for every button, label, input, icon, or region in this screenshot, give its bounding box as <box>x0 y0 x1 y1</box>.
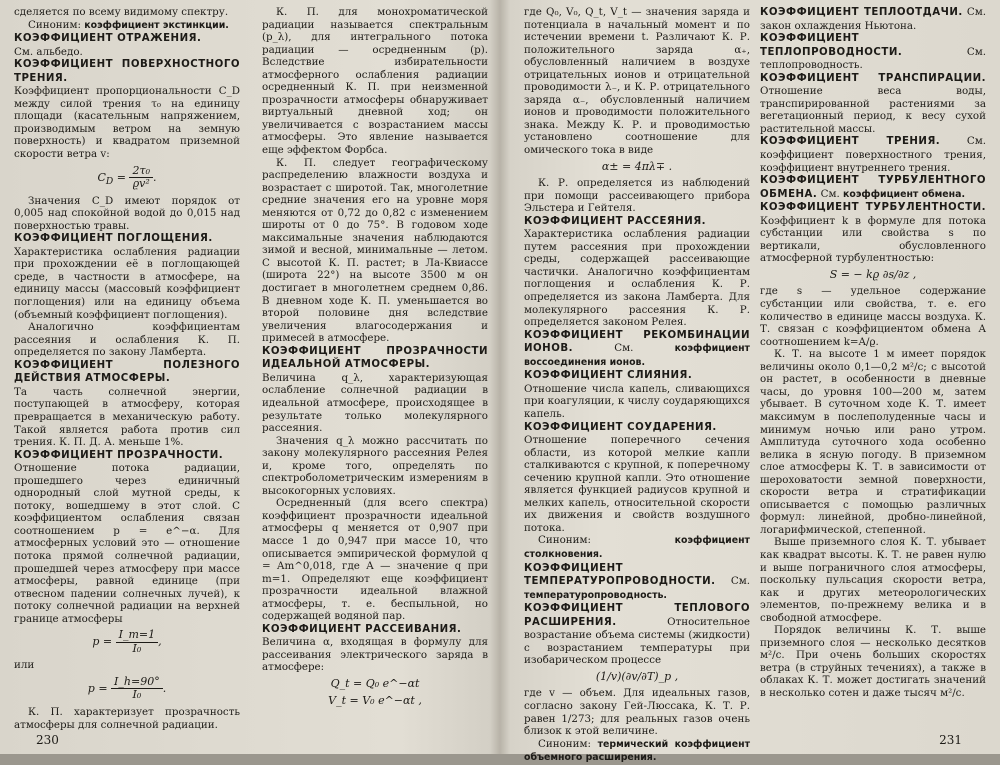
headword: КОЭФФИЦИЕНТ РАССЕИВАНИЯ. <box>262 623 462 635</box>
formula-charge-decay: Q_t = Q₀ e^−αt <box>330 676 420 690</box>
headword: КОЭФФИЦИЕНТ ПОВЕРХНОСТНОГО ТРЕНИЯ. <box>14 59 240 84</box>
headword: КОЭФФИЦИЕНТ СОУДАРЕНИЯ. <box>524 421 717 433</box>
synonym-term: термический коэффициент объемного расширения. <box>524 738 750 764</box>
headword: КОЭФФИЦИЕНТ СЛИЯНИЯ. <box>524 370 693 382</box>
headword: КОЭФФИЦИЕНТ ТЕПЛОПРОВОДНОСТИ. <box>760 33 903 58</box>
left-page <box>14 6 492 751</box>
headword: КОЭФФИЦИЕНТ ТУРБУЛЕНТНОГО ОБМЕНА. <box>760 175 986 200</box>
formula-thermal-expansion: (1/v)(∂v/∂T)_p , <box>595 669 679 683</box>
formula-drag-coefficient: $C_D$ = $\frac{\text{2τ₀}}{\text{ϱv²}}$ . <box>97 163 157 191</box>
text-paragraph: См. альбедо. <box>14 45 83 58</box>
headword: КОЭФФИЦИЕНТ РЕКОМБИНАЦИИ ИОНОВ. <box>524 329 750 355</box>
text-paragraph: К. Р. определяется из наблюдений при помощи рассеивающего прибора Эльстера и Гейтеля. <box>524 177 750 215</box>
text-paragraph: К. П. характеризует прозрачность атмосферы для солнечной радиации. <box>14 705 240 731</box>
headword: КОЭФФИЦИЕНТ ТУРБУЛЕНТНОСТИ. <box>760 202 986 214</box>
headword: КОЭФФИЦИЕНТ ПРОЗРАЧНОСТИ. <box>14 449 224 461</box>
formula-transparency-2: p = $\frac{I\_h=90^\circ}{\text{I₀}}$ . <box>87 674 167 702</box>
page-number-right: 231 <box>939 733 962 747</box>
text-paragraph: Отношение поперечного сечения области, из которой мелкие капли сталкиваются с крупной, к поперечному сечению крупной капли. Это отношение является функцией радиусов крупной и мелких капель, относительной скорости их движения и свойств воздушного потока. <box>524 434 750 534</box>
cross-reference: коэффициент обмена. <box>843 188 966 200</box>
text-paragraph: Значения q_λ можно рассчитать по закону молекулярного рассеяния Релея и, кроме того, определять по спектроболометрическим измерениям в высокогорных условиях. <box>262 434 488 497</box>
text-paragraph: Величина α, входящая в формулу для рассеивания электрического заряда в атмосфере: <box>262 636 488 674</box>
headword: КОЭФФИЦИЕНТ ПОГЛОЩЕНИЯ. <box>14 233 213 245</box>
formula-ohmic-current: α± = 4πλ∓ . <box>601 159 673 173</box>
synonym-term: коэффициент экстинкции. <box>84 19 229 31</box>
text-paragraph: где Q₀, V₀, Q_t, V_t — значения заряда и потенциала в начальный момент и по истечении времени t. Различают К. Р. положительного заряда α₊, обусловленный наличием в воздухе отрицательных ионов и отрицательной проводимости λ₋, и К. Р. отрицательного заряда α₋, обусловленный наличием ионов и проводимости положительного знака. Между К. Р. и проводимостью установлено соотношение для омического тока в виде <box>524 6 750 157</box>
text-paragraph: К. П. следует географическому распределению влажности воздуха и возрастает с широтой. Так, многолетние средние значения его на уровне моря меняются от 0,72 до 0,82 с изменением широты от 0 до 75°. В годовом ходе максимальные значения наблюдаются зимой и весной, минимальные — летом. С высотой К. П. растет; в Ла-Квиассе (широта 22°) на высоте 3500 м он достигает в многолетнем среднем 0,86. В дневном ходе К. П. уменьшается во второй половине дня вследствие увеличения влагосодержания и примесей в атмосфере. <box>262 156 488 345</box>
text-paragraph: Та часть солнечной энергии, поступающей в атмосферу, которая превращается в механическую работу. Такой является работа против сил трения. К. П. Д. А. меньше 1%. <box>14 385 240 449</box>
text-paragraph: Порядок величины К. Т. выше приземного слоя — несколько десятков м²/с. При очень больших скоростях ветра (в струйных течениях), а также в облаках К. Т. может достигать значений в несколько сотен и даже тысяч м²/с. <box>760 624 986 699</box>
text-paragraph: Аналогично коэффициентам рассеяния и ослабления К. П. определяется по закону Ламберта. <box>14 321 240 359</box>
page-number-left: 230 <box>36 733 59 747</box>
text-paragraph: К. Т. на высоте 1 м имеет порядок величины около 0,1—0,2 м²/с; с высотой он растет, в особенности в дневные часы, до уровня 100—200 м, затем убывает. В суточном ходе К. Т. имеет максимум в послеполуденные часы и минимум ночью или рано утром. Амплитуда суточного хода особенно велика в ясную погоду. В приземном слое атмосферы К. Т. в зависимости от шероховатости земной поверхности, скорости ветра и стратификации описывается с помощью различных формул: линейной, дробно-линейной, логарифмической, степенной. <box>760 348 986 536</box>
text-paragraph: Выше приземного слоя К. Т. убывает как квадрат высоты. К. Т. не равен нулю и выше пограничного слоя атмосферы, поскольку пульсация скорости ветра, как и других метеорологических элементов, по-прежнему велика и в свободной атмосфере. <box>760 536 986 624</box>
text-paragraph: К. П. для монохроматической радиации называется спектральным (p_λ), для интегрального потока радиации — осредненным (p). Вследствие избирательности атмосферного ослабления радиации осредненный К. П. при неизменной прозрачности атмосферы обнаруживает виртуальный дневной ход; он увеличивается с возрастанием массы атмосферы. Это явление называется еще эффектом Форбса. <box>262 6 488 157</box>
cross-reference: коэффициент воссоединения ионов. <box>524 343 750 368</box>
headword: КОЭФФИЦИЕНТ ОТРАЖЕНИЯ. <box>14 33 202 45</box>
text-paragraph: Отношение потока радиации, прошедшего через единичный однородный слой мутной среды, к потоку, вошедшему в этот слой. С коэффициентом ослабления связан соотношением p = e^−α. Для атмосферных условий это — отношение потока прямой солнечной радиации, прошедшей через атмосферу при массе атмосферы, равной единице (при отвесном падении солнечных лучей), к потоку солнечной радиации на верхней границе атмосферы <box>14 462 240 625</box>
text-paragraph: Осредненный (для всего спектра) коэффициент прозрачности идеальной атмосферы q меняется от 0,907 при массе 1 до 0,947 при массе 10, что описывается эмпирической формулой q = Am^0,018, где A — значение q при m=1. Определяют еще коэффициент прозрачности идеальной влажной атмосферы, т. е. беспыльной, но содержащей водяной пар. <box>262 497 488 623</box>
right-page <box>512 6 990 764</box>
text-paragraph: где s — удельное содержание субстанции или свойства, т. е. его количество в единице массы воздуха. К. Т. связан с коэффициентом обмена A соотношением k=A/ϱ. <box>760 285 986 348</box>
headword: КОЭФФИЦИЕНТ ТЕПЛОВОГО РАСШИРЕНИЯ. <box>524 603 750 628</box>
text-paragraph: сделяется по всему видимому спектру. <box>14 6 229 18</box>
text-paragraph: Коэффициент пропорциональности C_D между силой трения τ₀ на единицу площади (касательным напряжением, производимым ветром на земную поверхность) и квадратом приземной скорости ветра v: <box>14 85 240 161</box>
text-paragraph: или <box>14 659 35 672</box>
left-column-2 <box>262 6 488 708</box>
text-paragraph: Величина q_λ, характеризующая ослабление солнечной радиации в идеальной атмосфере, происходящее в результате только молекулярного рассеяния. <box>262 371 488 435</box>
text-paragraph: Характеристика ослабления радиации путем рассеяния при прохождении среды, содержащей рассеивающие частички. Аналогично коэффициентам поглощения и ослабления К. Р. определяется из закона Ламберта. Для молекулярного рассеяния К. Р. определяется законом Релея. <box>524 228 750 329</box>
formula-potential-decay: V_t = V₀ e^−αt , <box>328 693 422 707</box>
headword: КОЭФФИЦИЕНТ ПОЛЕЗНОГО ДЕЙСТВИЯ АТМОСФЕРЫ. <box>14 359 240 385</box>
headword: КОЭФФИЦИЕНТ ТЕПЛООТДАЧИ. <box>760 7 963 18</box>
cross-reference: температуропроводность. <box>524 589 667 601</box>
formula-turbulent-flux: S = − kϱ ∂s/∂z , <box>829 267 917 281</box>
synonym-line: Синоним: коэффициент столкновения. <box>524 534 750 560</box>
text-paragraph: Отношение числа капель, сливающихся при коагуляции, к числу соударяющихся капель. <box>524 382 750 420</box>
headword: КОЭФФИЦИЕНТ ТЕМПЕРАТУРОПРОВОДНОСТИ. <box>524 562 716 588</box>
formula-transparency-1: p = $\frac{I\_m=1}{\text{I₀}}$ , <box>92 628 162 655</box>
synonym-line: Синоним: термический коэффициент объемного расширения. <box>524 737 750 764</box>
headword: КОЭФФИЦИЕНТ ПРОЗРАЧНОСТИ ИДЕАЛЬНОЙ АТМОСФЕРЫ. <box>262 345 488 371</box>
headword: КОЭФФИЦИЕНТ ТРАНСПИРАЦИИ. <box>760 72 986 84</box>
text-paragraph: Характеристика ослабления радиации при прохождении её в поглощающей среде, в частности в атмосфере, на единицу массы (массовый коэффициент поглощения) или на единицу объема (объемный коэффициент поглощения). <box>14 245 240 321</box>
right-column-1: где Q₀, V₀, Q_t, V_t — значения заряда и потенциала в начальный момент и по истечении времени t. Различают К. Р. положительного заряда α₊, обусловленный наличием в воздухе отрицательных ионов и отрицательной проводимости λ₋, и К. Р. отрицательного заряда α₋, обусловленный наличием ионов и проводимости положительного знака. Между К. Р. и проводимостью установлено соотношение для омического тока в виде α± = 4πλ∓ . К. Р. определяется из наблюдений при помощи рассеивающего прибора Эльстера и Гейтеля. КОЭФФИЦИЕНТ РАССЕЯНИЯ. Характеристика ослабления радиации путем рассеяния при прохождении среды, содержащей рассеивающие частички. Аналогично коэффициентам поглощения и ослабления К. Р. определяется из закона Ламберта. Для молекулярного рассеяния К. Р. определяется законом Релея. КОЭФФИЦИЕНТ РЕКОМБИНАЦИИ ИОНОВ. См. коэффициент воссоединения ионов. КОЭФФИЦИЕНТ СЛИЯНИЯ. Отношение числа капель, сливающихся при коагуляции, к числу соударяющихся капель. КОЭФФИЦИЕНТ СОУДАРЕНИЯ. Отношение поперечного сечения области, из которой мелкие капли сталкиваются с крупной, к поперечному сечению крупной капли. Это отношение является функцией радиусов крупной и мелких капель, относительной скорости их движения и свойств воздушного потока. Синоним: коэффициент столкновения. КОЭФФИЦИЕНТ ТЕМПЕРАТУРОПРОВОДНОСТИ. См. температуропроводность. КОЭФФИЦИЕНТ ТЕПЛОВОГО РАСШИРЕНИЯ. Относительное возрастание объема системы (жидкости) с возрастанием температуры при изобарическом процессе (1/v)(∂v/∂T)_p , где v — объем. Для идеальных газов, согласно закону Гей-Люссака, К. Т. Р. равен 1/273; для реальных газов очень близок к этой величине. Синоним: термический коэффициент объемного расширения. <box>524 6 750 764</box>
synonym-line: Синоним: коэффициент экстинкции. <box>28 18 229 31</box>
text-paragraph: где v — объем. Для идеальных газов, согласно закону Гей-Люссака, К. Т. Р. равен 1/273; для реальных газов очень близок к этой величине. <box>524 687 750 738</box>
right-column-2: КОЭФФИЦИЕНТ ТЕПЛООТДАЧИ. См. закон охлаждения Ньютона. КОЭФФИЦИЕНТ ТЕПЛОПРОВОДНОСТИ. См. теплопроводность. КОЭФФИЦИЕНТ ТРАНСПИРАЦИИ. Отношение веса воды, транспирированной растениями за вегетационный период, к весу сухой растительной массы. КОЭФФИЦИЕНТ ТРЕНИЯ. См. коэффициент поверхностного трения, коэффициент внутреннего трения. КОЭФФИЦИЕНТ ТУРБУЛЕНТНОГО ОБМЕНА. См. коэффициент обмена. КОЭФФИЦИЕНТ ТУРБУЛЕНТНОСТИ. Коэффициент k в формуле для потока субстанции или свойства s по вертикали, обусловленного атмосферной турбулентностью: S = − kϱ ∂s/∂z , где s — удельное содержание субстанции или свойства, т. е. его количество в единице массы воздуха. К. Т. связан с коэффициентом обмена A соотношением k=A/ϱ. К. Т. на высоте 1 м имеет порядок величины около 0,1—0,2 м²/с; с высотой он растет, в особенности в дневные часы, до уровня 100—200 м, затем убывает. В суточном ходе К. Т. имеет максимум в послеполуденные часы и минимум ночью или рано утром. Амплитуда суточного хода особенно велика в ясную погоду. В приземном слое атмосферы К. Т. в зависимости от шероховатости земной поверхности, скорости ветра и стратификации описывается с помощью различных формул: линейной, дробно-линейной, логарифмической, степенной. Выше приземного слоя К. Т. убывает как квадрат высоты. К. Т. не равен нулю и выше пограничного слоя атмосферы, поскольку пульсация скорости ветра, как и других метеорологических элементов, по-прежнему велика и в свободной атмосфере. Порядок величины К. Т. выше приземного слоя — несколько десятков м²/с. При очень больших скоростях ветра (в струйных течениях), а также в облаках К. Т. может достигать значений в несколько сотен и даже тысяч м²/с. <box>760 6 986 699</box>
headword: КОЭФФИЦИЕНТ РАССЕЯНИЯ. <box>524 215 707 227</box>
left-column-1 <box>14 6 240 731</box>
headword: КОЭФФИЦИЕНТ ТРЕНИЯ. <box>760 136 941 148</box>
synonym-term: коэффициент столкновения. <box>524 535 750 560</box>
text-paragraph: Значения C_D имеют порядок от 0,005 над спокойной водой до 0,015 над поверхностью травы. <box>14 194 240 232</box>
text-paragraph: Относительное возрастание объема системы (жидкости) с возрастанием температуры при изобарическом процессе <box>524 615 750 667</box>
